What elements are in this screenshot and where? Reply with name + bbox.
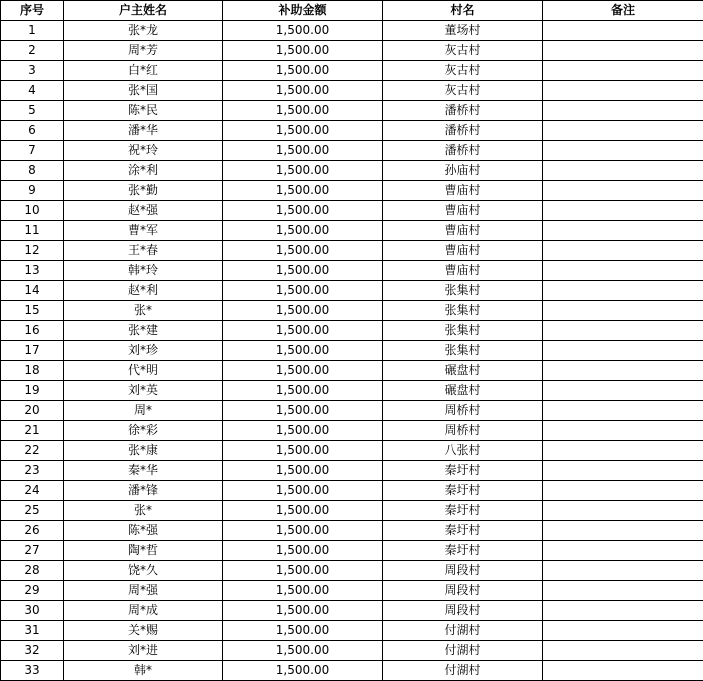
subsidy-amount-cell: 1,500.00: [223, 161, 383, 181]
householder-name-cell: 刘*珍: [64, 341, 223, 361]
remarks-cell: [543, 161, 703, 181]
remarks-cell: [543, 641, 703, 661]
index-cell: 25: [1, 501, 64, 521]
table-row: [1, 461, 703, 481]
village-name-cell: 周段村: [383, 581, 543, 601]
subsidy-amount-cell: 1,500.00: [223, 121, 383, 141]
subsidy-amount-cell: 1,500.00: [223, 281, 383, 301]
householder-name-cell: 张*勤: [64, 181, 223, 201]
index-cell: 20: [1, 401, 64, 421]
remarks-cell: [543, 341, 703, 361]
village-name-cell: 潘桥村: [383, 101, 543, 121]
subsidy-amount-cell: 1,500.00: [223, 61, 383, 81]
village-name-cell: 周段村: [383, 601, 543, 621]
index-cell: 21: [1, 421, 64, 441]
table-row: [1, 161, 703, 181]
remarks-cell: [543, 361, 703, 381]
village-name-cell: 灰古村: [383, 61, 543, 81]
remarks-cell: [543, 621, 703, 641]
subsidy-amount-cell: 1,500.00: [223, 261, 383, 281]
householder-name-cell: 曹*军: [64, 221, 223, 241]
subsidy-amount-cell: 1,500.00: [223, 461, 383, 481]
remarks-cell: [543, 221, 703, 241]
index-cell: 30: [1, 601, 64, 621]
table-row: [1, 221, 703, 241]
remarks-cell: [543, 541, 703, 561]
index-cell: 18: [1, 361, 64, 381]
index-cell: 31: [1, 621, 64, 641]
remarks-cell: [543, 321, 703, 341]
householder-name-cell: 祝*玲: [64, 141, 223, 161]
table-row: [1, 501, 703, 521]
header-cell-village-name: 村名: [383, 1, 543, 21]
remarks-cell: [543, 181, 703, 201]
householder-name-cell: 涂*利: [64, 161, 223, 181]
village-name-cell: 曹庙村: [383, 261, 543, 281]
remarks-cell: [543, 121, 703, 141]
header-cell-remarks: 备注: [543, 1, 703, 21]
remarks-cell: [543, 21, 703, 41]
table-row: [1, 401, 703, 421]
subsidy-amount-cell: 1,500.00: [223, 561, 383, 581]
header-row: [1, 1, 703, 21]
table-row: [1, 21, 703, 41]
remarks-cell: [543, 281, 703, 301]
subsidy-amount-cell: 1,500.00: [223, 481, 383, 501]
table-row: [1, 341, 703, 361]
householder-name-cell: 张*龙: [64, 21, 223, 41]
village-name-cell: 曹庙村: [383, 241, 543, 261]
header-cell-subsidy-amount: 补助金额: [223, 1, 383, 21]
remarks-cell: [543, 461, 703, 481]
table-row: [1, 381, 703, 401]
village-name-cell: 曹庙村: [383, 181, 543, 201]
table-row: [1, 321, 703, 341]
village-name-cell: 周桥村: [383, 421, 543, 441]
table-row: [1, 101, 703, 121]
remarks-cell: [543, 381, 703, 401]
subsidy-amount-cell: 1,500.00: [223, 581, 383, 601]
subsidy-amount-cell: 1,500.00: [223, 21, 383, 41]
index-cell: 29: [1, 581, 64, 601]
village-name-cell: 张集村: [383, 321, 543, 341]
householder-name-cell: 代*明: [64, 361, 223, 381]
index-cell: 22: [1, 441, 64, 461]
remarks-cell: [543, 661, 703, 681]
subsidy-amount-cell: 1,500.00: [223, 101, 383, 121]
subsidy-amount-cell: 1,500.00: [223, 401, 383, 421]
table-row: [1, 281, 703, 301]
householder-name-cell: 张*建: [64, 321, 223, 341]
table-row: [1, 561, 703, 581]
subsidy-amount-cell: 1,500.00: [223, 201, 383, 221]
village-name-cell: 付湖村: [383, 621, 543, 641]
householder-name-cell: 张*康: [64, 441, 223, 461]
village-name-cell: 秦圩村: [383, 501, 543, 521]
table-row: [1, 301, 703, 321]
householder-name-cell: 周*成: [64, 601, 223, 621]
village-name-cell: 灰古村: [383, 41, 543, 61]
table-row: [1, 61, 703, 81]
table-row: [1, 541, 703, 561]
index-cell: 3: [1, 61, 64, 81]
householder-name-cell: 赵*利: [64, 281, 223, 301]
village-name-cell: 秦圩村: [383, 521, 543, 541]
table-row: [1, 261, 703, 281]
index-cell: 7: [1, 141, 64, 161]
remarks-cell: [543, 441, 703, 461]
subsidy-amount-cell: 1,500.00: [223, 601, 383, 621]
remarks-cell: [543, 261, 703, 281]
householder-name-cell: 秦*华: [64, 461, 223, 481]
subsidy-amount-cell: 1,500.00: [223, 141, 383, 161]
subsidy-amount-cell: 1,500.00: [223, 361, 383, 381]
householder-name-cell: 饶*久: [64, 561, 223, 581]
table-body: [1, 21, 703, 681]
index-cell: 5: [1, 101, 64, 121]
remarks-cell: [543, 401, 703, 421]
index-cell: 4: [1, 81, 64, 101]
householder-name-cell: 白*红: [64, 61, 223, 81]
householder-name-cell: 张*: [64, 301, 223, 321]
subsidy-amount-cell: 1,500.00: [223, 341, 383, 361]
table-row: [1, 121, 703, 141]
table-row: [1, 241, 703, 261]
householder-name-cell: 潘*华: [64, 121, 223, 141]
subsidy-amount-cell: 1,500.00: [223, 221, 383, 241]
village-name-cell: 秦圩村: [383, 481, 543, 501]
index-cell: 32: [1, 641, 64, 661]
index-cell: 15: [1, 301, 64, 321]
subsidy-amount-cell: 1,500.00: [223, 441, 383, 461]
index-cell: 14: [1, 281, 64, 301]
householder-name-cell: 潘*锋: [64, 481, 223, 501]
householder-name-cell: 张*: [64, 501, 223, 521]
village-name-cell: 曹庙村: [383, 221, 543, 241]
remarks-cell: [543, 81, 703, 101]
subsidy-amount-cell: 1,500.00: [223, 641, 383, 661]
table-row: [1, 421, 703, 441]
index-cell: 23: [1, 461, 64, 481]
village-name-cell: 董场村: [383, 21, 543, 41]
subsidy-amount-cell: 1,500.00: [223, 321, 383, 341]
header-cell-index: 序号: [1, 1, 64, 21]
index-cell: 12: [1, 241, 64, 261]
header-cell-householder-name: 户主姓名: [64, 1, 223, 21]
subsidy-amount-cell: 1,500.00: [223, 41, 383, 61]
householder-name-cell: 韩*玲: [64, 261, 223, 281]
village-name-cell: 秦圩村: [383, 461, 543, 481]
table-row: [1, 41, 703, 61]
table-row: [1, 81, 703, 101]
householder-name-cell: 周*芳: [64, 41, 223, 61]
remarks-cell: [543, 141, 703, 161]
village-name-cell: 潘桥村: [383, 141, 543, 161]
village-name-cell: 付湖村: [383, 641, 543, 661]
village-name-cell: 灰古村: [383, 81, 543, 101]
householder-name-cell: 关*赐: [64, 621, 223, 641]
remarks-cell: [543, 561, 703, 581]
village-name-cell: 孙庙村: [383, 161, 543, 181]
householder-name-cell: 周*: [64, 401, 223, 421]
remarks-cell: [543, 501, 703, 521]
index-cell: 13: [1, 261, 64, 281]
index-cell: 27: [1, 541, 64, 561]
index-cell: 17: [1, 341, 64, 361]
table-row: [1, 601, 703, 621]
householder-name-cell: 张*国: [64, 81, 223, 101]
remarks-cell: [543, 61, 703, 81]
remarks-cell: [543, 601, 703, 621]
index-cell: 28: [1, 561, 64, 581]
table-row: [1, 621, 703, 641]
index-cell: 6: [1, 121, 64, 141]
table-row: [1, 181, 703, 201]
village-name-cell: 周段村: [383, 561, 543, 581]
village-name-cell: 秦圩村: [383, 541, 543, 561]
subsidy-amount-cell: 1,500.00: [223, 661, 383, 681]
index-cell: 11: [1, 221, 64, 241]
village-name-cell: 碾盘村: [383, 361, 543, 381]
village-name-cell: 张集村: [383, 281, 543, 301]
householder-name-cell: 韩*: [64, 661, 223, 681]
index-cell: 19: [1, 381, 64, 401]
index-cell: 1: [1, 21, 64, 41]
householder-name-cell: 王*春: [64, 241, 223, 261]
householder-name-cell: 徐*彩: [64, 421, 223, 441]
remarks-cell: [543, 581, 703, 601]
village-name-cell: 付湖村: [383, 661, 543, 681]
remarks-cell: [543, 201, 703, 221]
householder-name-cell: 刘*英: [64, 381, 223, 401]
subsidy-amount-cell: 1,500.00: [223, 501, 383, 521]
index-cell: 9: [1, 181, 64, 201]
table-row: [1, 361, 703, 381]
subsidy-amount-cell: 1,500.00: [223, 301, 383, 321]
index-cell: 2: [1, 41, 64, 61]
table-row: [1, 581, 703, 601]
village-name-cell: 八张村: [383, 441, 543, 461]
householder-name-cell: 陶*哲: [64, 541, 223, 561]
householder-name-cell: 刘*进: [64, 641, 223, 661]
remarks-cell: [543, 101, 703, 121]
remarks-cell: [543, 421, 703, 441]
table-row: [1, 201, 703, 221]
subsidy-amount-cell: 1,500.00: [223, 541, 383, 561]
remarks-cell: [543, 241, 703, 261]
table-row: [1, 641, 703, 661]
village-name-cell: 碾盘村: [383, 381, 543, 401]
village-name-cell: 张集村: [383, 341, 543, 361]
index-cell: 33: [1, 661, 64, 681]
village-name-cell: 曹庙村: [383, 201, 543, 221]
remarks-cell: [543, 481, 703, 501]
householder-name-cell: 陈*民: [64, 101, 223, 121]
subsidy-amount-cell: 1,500.00: [223, 621, 383, 641]
subsidy-amount-cell: 1,500.00: [223, 181, 383, 201]
householder-name-cell: 陈*强: [64, 521, 223, 541]
village-name-cell: 潘桥村: [383, 121, 543, 141]
index-cell: 8: [1, 161, 64, 181]
table-row: [1, 661, 703, 681]
remarks-cell: [543, 301, 703, 321]
table-row: [1, 141, 703, 161]
subsidy-amount-cell: 1,500.00: [223, 81, 383, 101]
table-row: [1, 441, 703, 461]
subsidy-amount-cell: 1,500.00: [223, 241, 383, 261]
index-cell: 10: [1, 201, 64, 221]
householder-name-cell: 赵*强: [64, 201, 223, 221]
table-row: [1, 521, 703, 541]
village-name-cell: 张集村: [383, 301, 543, 321]
subsidy-amount-cell: 1,500.00: [223, 521, 383, 541]
index-cell: 24: [1, 481, 64, 501]
remarks-cell: [543, 41, 703, 61]
subsidy-amount-cell: 1,500.00: [223, 381, 383, 401]
index-cell: 16: [1, 321, 64, 341]
table-row: [1, 481, 703, 501]
subsidy-amount-cell: 1,500.00: [223, 421, 383, 441]
remarks-cell: [543, 521, 703, 541]
village-name-cell: 周桥村: [383, 401, 543, 421]
index-cell: 26: [1, 521, 64, 541]
householder-name-cell: 周*强: [64, 581, 223, 601]
